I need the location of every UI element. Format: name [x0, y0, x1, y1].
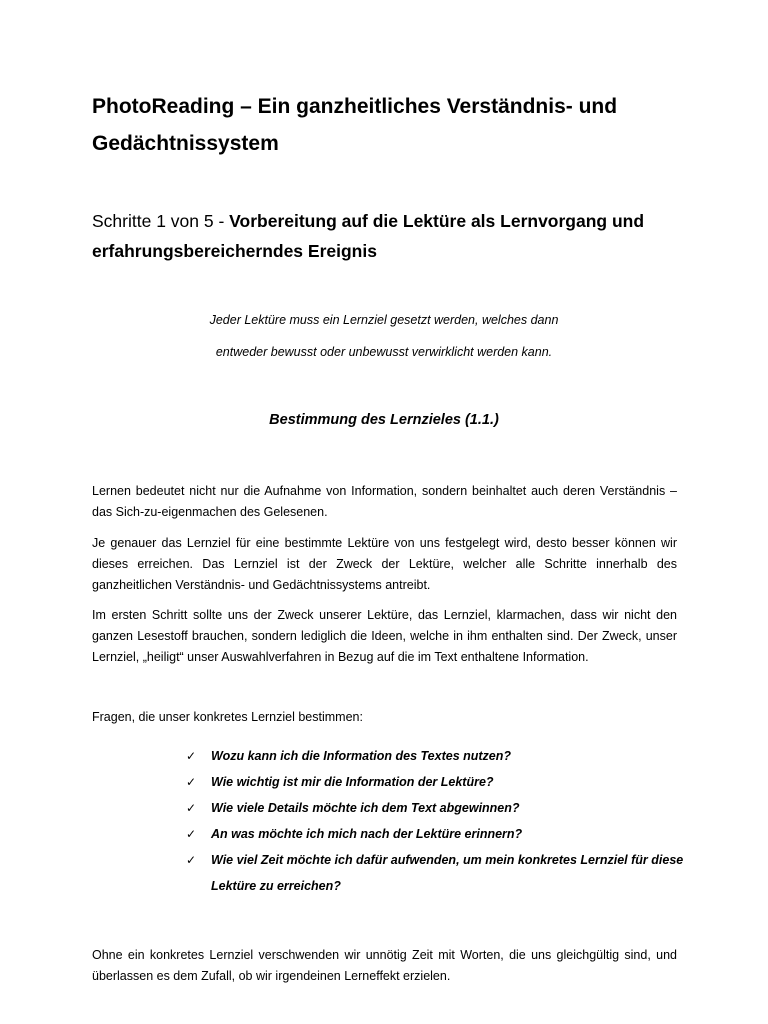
step-title: Vorbereitung auf die Lektüre als Lernvorgang und erfahrungsbereicherndes Ereignis	[92, 211, 645, 261]
question-text: An was möchte ich mich nach der Lektüre erinnern?	[211, 827, 523, 841]
paragraph-1: Lernen bedeutet nicht nur die Aufnahme von Information, sondern beinhaltet auch deren Verständnis – das Sich-zu-eigenmachen des Gelesenen.	[92, 484, 677, 519]
quote-line-1: Jeder Lektüre muss ein Lernziel gesetzt werden, welches dann	[209, 313, 559, 327]
list-item	[186, 795, 686, 821]
closing-paragraph: Ohne ein konkretes Lernziel verschwenden wir unnötig Zeit mit Worten, die uns gleichgültig sind, und überlassen es dem Zufall, ob wir irgendeinen Lerneffekt erzielen.	[92, 948, 677, 983]
question-text: Wie wichtig ist mir die Information der Lektüre?	[211, 775, 494, 789]
quote-line-2: entweder bewusst oder unbewusst verwirklicht werden kann.	[215, 345, 553, 359]
check-mark-icon: ✓	[186, 827, 197, 841]
list-item	[186, 847, 686, 899]
question-text: Wozu kann ich die Information des Textes nutzen?	[211, 749, 512, 763]
step-subtitle	[92, 206, 692, 266]
check-mark-icon: ✓	[186, 749, 197, 763]
section-heading: Bestimmung des Lernzieles (1.1.)	[269, 412, 499, 428]
paragraph-2: Je genauer das Lernziel für eine bestimmte Lektüre von uns festgelegt wird, desto besser können wir dieses erreichen. Das Lernziel ist der Zweck der Lektüre, welcher alle Schritte innerhalb des ganzheitlichen Verständnis- und Gedächtnissystems antreibt.	[92, 536, 677, 592]
list-item	[186, 743, 686, 769]
step-prefix: Schritte 1 von 5 -	[92, 211, 230, 231]
check-mark-icon: ✓	[186, 775, 197, 789]
check-mark-icon: ✓	[186, 853, 197, 867]
check-mark-icon: ✓	[186, 801, 197, 815]
paragraph-3: Im ersten Schritt sollte uns der Zweck unserer Lektüre, das Lernziel, klarmachen, dass wir nicht den ganzen Lesestoff brauchen, sondern lediglich die Ideen, welche in ihm enthalten sind. Der Zweck, unser Lernziel, „heiligt“ unser Auswahlverfahren in Bezug auf die im Text enthaltene Information.	[92, 608, 677, 664]
question-text: Wie viele Details möchte ich dem Text abgewinnen?	[211, 801, 520, 815]
question-text: Wie viel Zeit möchte ich dafür aufwenden, um mein konkretes Lernziel für diese Lektüre zu erreichen?	[211, 853, 684, 893]
document-title: PhotoReading – Ein ganzheitliches Verständnis- und Gedächtnissystem	[92, 95, 618, 155]
list-item	[186, 769, 686, 795]
question-checklist	[186, 743, 686, 899]
list-item	[186, 821, 686, 847]
questions-intro: Fragen, die unser konkretes Lernziel bestimmen:	[92, 710, 363, 724]
